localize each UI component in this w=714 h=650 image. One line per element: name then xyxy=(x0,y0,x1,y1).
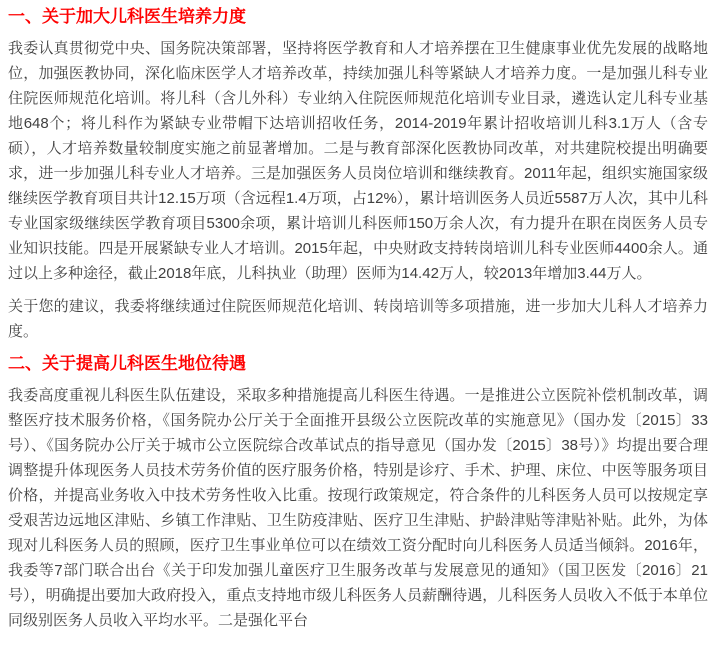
section-1-paragraph-1: 我委认真贯彻党中央、国务院决策部署，坚持将医学教育和人才培养摆在卫生健康事业优先发展的战略地位，加强医教协同，深化临床医学人才培养改革，持续加强儿科等紧缺人才培养力度。一是加强儿科专业住院医师规范化培训。将儿科（含儿外科）专业纳入住院医师规范化培训专业目录，遴选认定儿科专业基地648个；将儿科作为紧缺专业带帽下达培训招收任务，2014-2019年累计招收培训儿科3.1万人（含专硕），人才培养数量较制度实施之前显著增加。二是与教育部深化医教协同改革，对共建院校提出明确要求，进一步加强儿科专业人才培养。三是加强医务人员岗位培训和继续教育。2011年起，组织实施国家级继续医学教育项目共计12.15万项（含远程1.4万项，占12%），累计培训医务人员近5587万人次，其中儿科专业国家级继续医学教育项目5300余项，累计培训儿科医师150万余人次，有力提升在职在岗医务人员专业知识技能。四是开展紧缺专业人才培训。2015年起，中央财政支持转岗培训儿科专业医师4400余人。通过以上多种途径，截止2018年底，儿科执业（助理）医师为14.42万人，较2013年增加3.44万人。 xyxy=(8,40,708,282)
section-2-heading: 二、关于提高儿科医生地位待遇 xyxy=(8,354,246,373)
section-1-heading: 一、关于加大儿科医生培养力度 xyxy=(8,7,246,26)
section-1-paragraph-2: 关于您的建议，我委将继续通过住院医师规范化培训、转岗培训等多项措施，进一步加大儿科人才培养力度。 xyxy=(8,298,708,340)
section-2-paragraph-1: 我委高度重视儿科医生队伍建设，采取多种措施提高儿科医生待遇。一是推进公立医院补偿机制改革，调整医疗技术服务价格，《国务院办公厅关于全面推开县级公立医院改革的实施意见》（国办发〔2015〕33号）、《国务院办公厅关于城市公立医院综合改革试点的指导意见（国办发〔2015〕38号）》均提出要合理调整提升体现医务人员技术劳务价值的医疗服务价格，特别是诊疗、手术、护理、床位、中医等服务项目价格，并提高业务收入中技术劳务性收入比重。按现行政策规定，符合条件的儿科医务人员可以按规定享受艰苦边远地区津贴、乡镇工作津贴、卫生防疫津贴、医疗卫生津贴、护龄津贴等津贴补贴。此外，为体现对儿科医务人员的照顾，医疗卫生事业单位可以在绩效工资分配时向儿科医务人员适当倾斜。2016年，我委等7部门联合出台《关于印发加强儿童医疗卫生服务改革与发展意见的通知》（国卫医发〔2016〕21号），明确提出要加大政府投入，重点支持地市级儿科医务人员薪酬待遇，儿科医务人员收入不低于本单位同级别医务人员收入平均水平。二是强化平台 xyxy=(8,387,708,629)
